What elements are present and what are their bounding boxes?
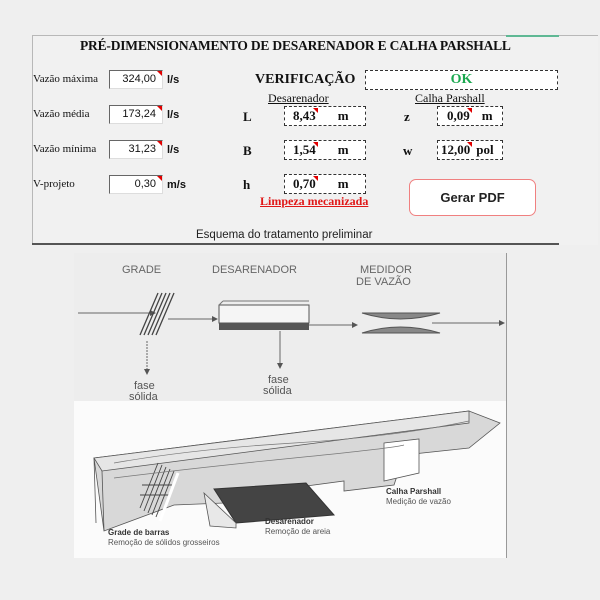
vazao-maxima-unit: l/s: [167, 74, 180, 86]
result-b-value: 1,54: [293, 142, 316, 157]
result-h-unit: m: [337, 176, 349, 191]
symbol-b: B: [243, 143, 252, 158]
parshall-desc: Medição de vazão: [386, 497, 451, 506]
vazao-media-input[interactable]: 173,24: [109, 105, 163, 124]
solid-phase-1: fase: [134, 380, 155, 392]
generate-pdf-button[interactable]: Gerar PDF: [409, 179, 536, 216]
panel-accent: [506, 35, 559, 37]
vazao-minima-label: Vazão mínima: [33, 143, 97, 155]
parshall-heading: Calha Parshall: [415, 91, 485, 105]
result-z: [437, 106, 503, 126]
vazao-maxima-label: Vazão máxima: [33, 73, 99, 85]
scheme-illustration: [74, 253, 507, 558]
solid-phase-1b: sólida: [129, 391, 158, 403]
desarenador-heading: Desarenador: [268, 91, 329, 105]
v-projeto-label: V-projeto: [33, 178, 75, 190]
grade-title: Grade de barras: [108, 528, 170, 537]
desarenador-desc: Remoção de areia: [265, 527, 331, 536]
divider: [32, 243, 559, 245]
result-z-unit: m: [481, 108, 493, 123]
cleaning-method: Limpeza mecanizada: [260, 194, 369, 208]
result-l-value: 8,43: [293, 108, 316, 123]
label-grade: GRADE: [122, 264, 162, 276]
desarenador-title: Desarenador: [265, 517, 314, 526]
result-z-value: 0,09: [447, 108, 470, 123]
desarenador-icon: [219, 301, 309, 330]
label-desarenador-top: DESARENADOR: [212, 264, 297, 276]
result-w: [437, 140, 503, 160]
verificacao-label: VERIFICAÇÃO: [255, 72, 356, 87]
label-de-vazao: DE VAZÃO: [356, 276, 411, 288]
symbol-l: L: [243, 109, 252, 124]
result-w-value: 12,00: [441, 142, 471, 157]
parshall-title: Calha Parshall: [386, 487, 442, 496]
symbol-w: w: [403, 143, 413, 158]
symbol-z: z: [404, 109, 410, 124]
vazao-media-unit: l/s: [167, 109, 180, 121]
result-l: [284, 106, 366, 126]
vazao-maxima-input[interactable]: 324,00: [109, 70, 163, 89]
v-projeto-unit: m/s: [167, 179, 186, 191]
v-projeto-input[interactable]: 0,30: [109, 175, 163, 194]
page-title: PRÉ-DIMENSIONAMENTO DE DESARENADOR E CALHA PARSHALL: [80, 38, 511, 53]
result-l-unit: m: [337, 108, 349, 123]
verificacao-status: OK: [365, 70, 558, 90]
scheme-caption: Esquema do tratamento preliminar: [196, 229, 373, 241]
result-h: [284, 174, 366, 194]
vazao-minima-unit: l/s: [167, 144, 180, 156]
result-b-unit: m: [337, 142, 349, 157]
grade-desc: Remoção de sólidos grosseiros: [108, 538, 220, 547]
vazao-media-label: Vazão média: [33, 108, 90, 120]
result-w-unit: pol: [476, 142, 494, 157]
treatment-scheme-diagram: [74, 253, 507, 558]
solid-phase-2: fase: [268, 374, 289, 386]
vazao-minima-input[interactable]: 31,23: [109, 140, 163, 159]
result-h-value: 0,70: [293, 176, 316, 191]
symbol-h: h: [243, 177, 251, 192]
label-medidor: MEDIDOR: [360, 264, 412, 276]
solid-phase-2b: sólida: [263, 385, 292, 397]
result-b: [284, 140, 366, 160]
